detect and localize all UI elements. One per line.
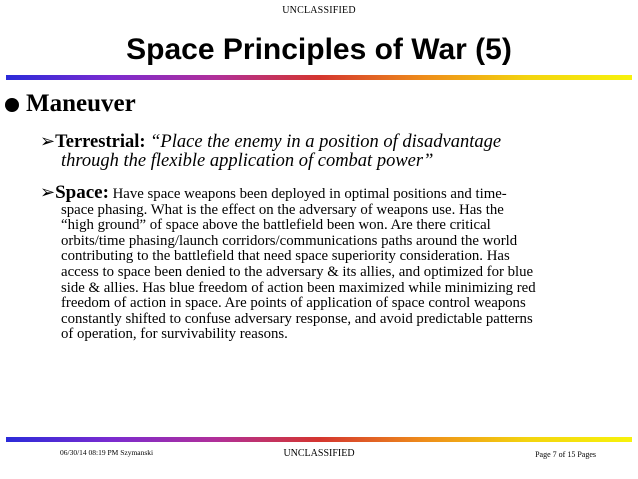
terrestrial-label: Terrestrial:: [55, 132, 146, 152]
rainbow-divider-bottom: [6, 437, 632, 442]
space-text-line: of operation, for survivability reasons.: [61, 326, 288, 343]
terrestrial-item: [40, 132, 615, 171]
footer-date-author: 06/30/14 08:19 PM Szymanski: [60, 448, 154, 457]
filled-circle-bullet-icon: [5, 98, 19, 112]
rainbow-divider-top: [6, 75, 632, 80]
slide-title: Space Principles of War (5): [126, 33, 512, 66]
space-text-line-1: Have space weapons been deployed in optimal positions and time-: [112, 186, 507, 202]
bullet-heading: Maneuver: [26, 90, 136, 117]
classification-banner-top: UNCLASSIFIED: [282, 5, 356, 16]
space-text-line: orbits/time phasing/launch corridors/communications paths around the world: [61, 232, 518, 249]
space-text-line: “high ground” of space above the battlefield been won. Are there critical: [61, 217, 491, 234]
space-item: [40, 183, 618, 343]
terrestrial-quote-line-1: “Place the enemy in a position of disadvantage: [150, 132, 502, 152]
space-text-line: access to space been denied to the adversary & its allies, and optimized for blue: [61, 263, 534, 280]
classification-banner-bottom: UNCLASSIFIED: [283, 448, 355, 459]
space-text-line: freedom of action in space. Are points of application of space control weapons: [61, 295, 526, 312]
space-text-line: space phasing. What is the effect on the adversary of weapons use. Has the: [61, 201, 504, 218]
page-number: Page 7 of 15 Pages: [535, 450, 596, 459]
terrestrial-quote-line-2: through the flexible application of combat power”: [61, 151, 434, 171]
space-text-line: contributing to the battlefield that need space superiority consideration. Has: [61, 248, 510, 265]
space-label: Space:: [55, 182, 109, 203]
space-text-line: constantly shifted to confuse adversary response, and avoid predictable patterns: [61, 310, 533, 327]
arrow-bullet-icon: ➢: [40, 182, 56, 202]
arrow-bullet-icon: ➢: [40, 131, 56, 151]
space-text-line: side & allies. Has blue freedom of action been maximized while minimizing red: [61, 279, 536, 296]
